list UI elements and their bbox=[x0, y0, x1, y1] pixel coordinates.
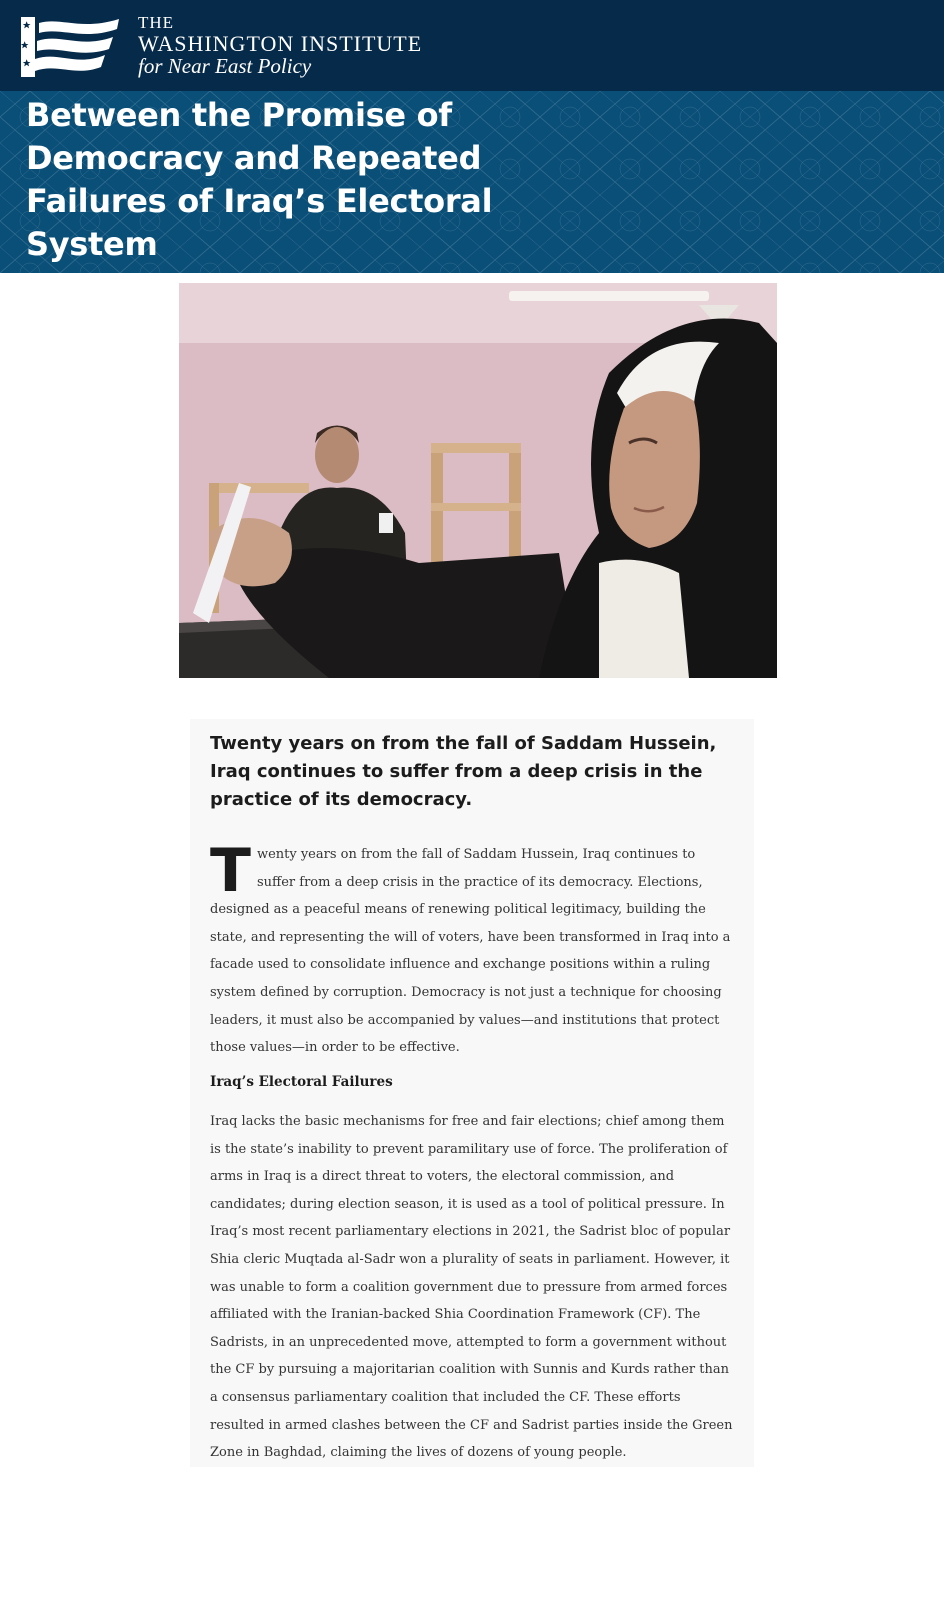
article-paragraph-2: Iraq lacks the basic mechanisms for free and fair elections; chief among them is the state’s inability to prevent paramilitary use of force. The proliferation of arms in Iraq is a direct threat to voters, the electoral commission, and candidates; during election season, it is used as a tool of political pressure. In Iraq’s most recent parliamentary elections in 2021, the Sadrist bloc of popular Shia cleric Muqtada al-Sadr won a plurality of seats in parliament. However, it was unable to form a coalition government due to pressure from armed forces affiliated with the Iranian-backed Shia Coordination Framework (CF). The Sadrists, in an unprecedented move, attempted to form a government without the CF by pursuing a majoritarian coalition with Sunnis and Kurds rather than a consensus parliamentary coalition that included the CF. These efforts resulted in armed clashes between the CF and Sadrist parties inside the Green Zone in Baghdad, claiming the lives of dozens of young people. bbox=[210, 1114, 733, 1461]
institute-logo-flag-icon[interactable] bbox=[21, 17, 119, 77]
site-header bbox=[0, 0, 944, 91]
logo-line-sub: for Near East Policy bbox=[138, 54, 312, 78]
hero-banner bbox=[0, 91, 944, 273]
article-photo bbox=[179, 283, 777, 678]
logo-line-the: THE bbox=[138, 13, 175, 32]
logo-line-name: WASHINGTON INSTITUTE bbox=[138, 31, 423, 56]
paragraph-1-text: wenty years on from the fall of Saddam Hussein, Iraq continues to suffer from a deep crisis in the practice of its democracy. Elections, designed as a peaceful means of renewing political legitimacy, building the state, and representing the will of voters, have been transformed in Iraq into a facade used to consolidate influence and exchange positions within a ruling system defined by corruption. Democracy is not just a technique for choosing leaders, it must also be accompanied by values—and institutions that protect those values—in order to be effective. bbox=[210, 847, 731, 1056]
article-summary: Twenty years on from the fall of Saddam Hussein, Iraq continues to suffer from a deep crisis in the practice of its democracy. bbox=[210, 733, 717, 810]
article-body bbox=[190, 719, 754, 1467]
article-title: Between the Promise of Democracy and Repeated Failures of Iraq’s Electoral System bbox=[26, 96, 493, 263]
institute-wordmark[interactable] bbox=[138, 14, 422, 77]
section-heading: Iraq’s Electoral Failures bbox=[210, 1074, 393, 1090]
article-paragraph-1 bbox=[210, 836, 736, 1062]
drop-cap: T bbox=[210, 836, 251, 906]
woman-casting-ballot-photo-icon bbox=[179, 283, 777, 678]
